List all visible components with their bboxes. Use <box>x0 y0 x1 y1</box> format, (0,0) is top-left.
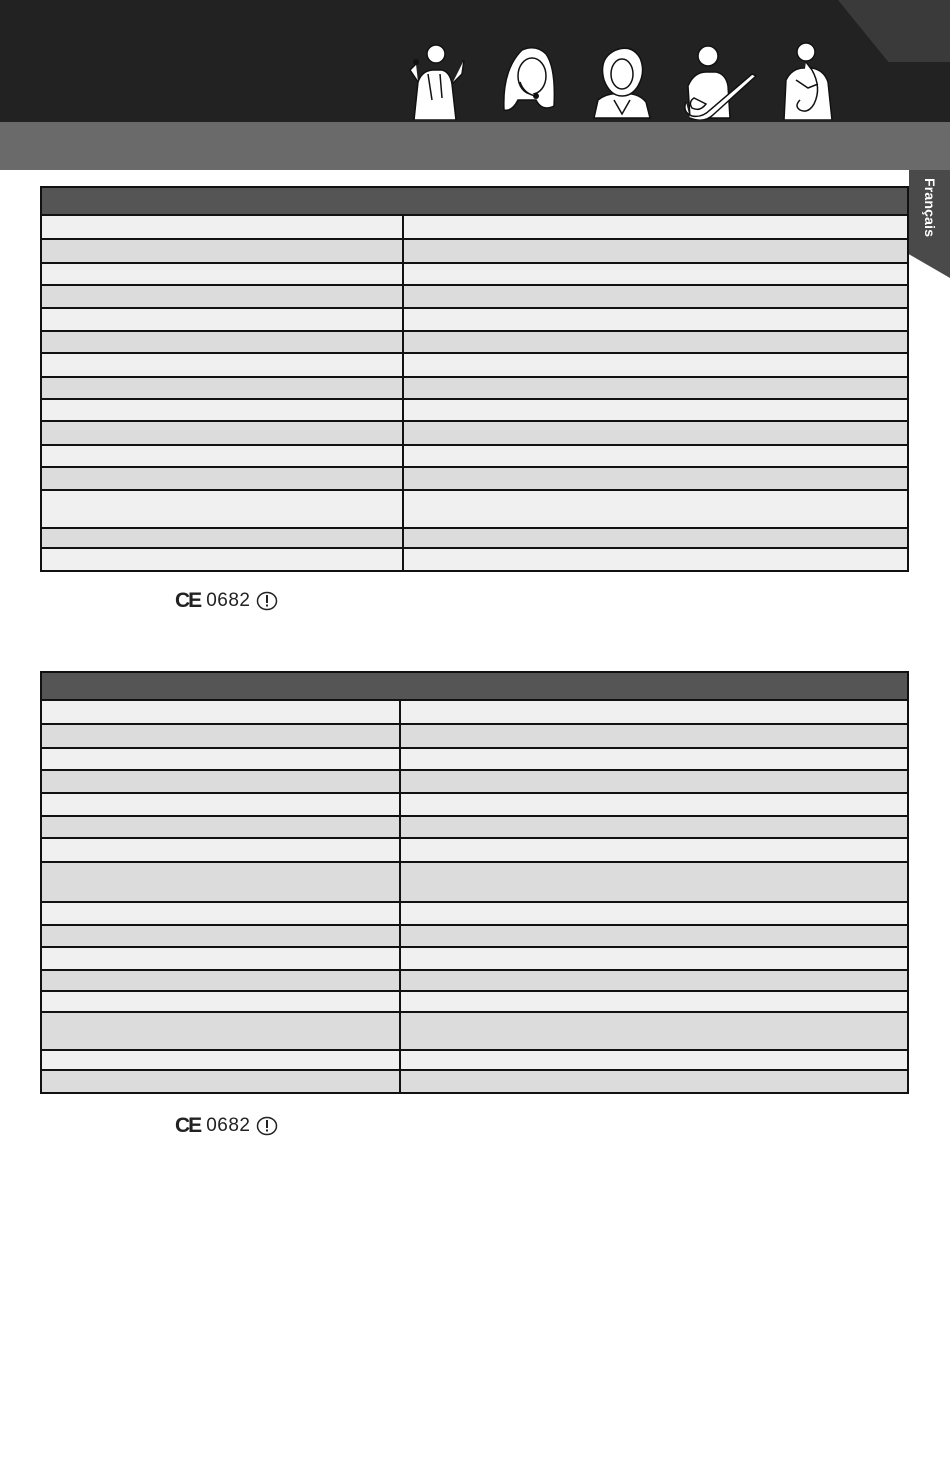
table-row <box>42 749 907 771</box>
spec-value-cell <box>404 529 907 547</box>
spec-value-cell <box>404 240 907 262</box>
spec-label-cell <box>42 839 401 861</box>
spec-value-cell <box>404 378 907 398</box>
table-row <box>42 264 907 286</box>
table-row <box>42 948 907 971</box>
language-tab-label: Français <box>922 178 938 238</box>
notified-body-number: 0682 <box>206 1115 251 1136</box>
spec-label-cell <box>42 725 401 747</box>
table-row <box>42 422 907 446</box>
table-row <box>42 286 907 309</box>
spec-label-cell <box>42 971 401 990</box>
spec-label-cell <box>42 264 404 284</box>
spec-value-cell <box>401 794 907 815</box>
spec-value-cell <box>404 354 907 376</box>
table-row <box>42 468 907 491</box>
spec-label-cell <box>42 1013 401 1049</box>
ce-mark: CE <box>175 589 201 612</box>
table-heading <box>42 673 907 701</box>
spec-value-cell <box>401 1071 907 1092</box>
spec-label-cell <box>42 332 404 352</box>
spec-label-cell <box>42 309 404 330</box>
table-row <box>42 400 907 422</box>
table-row <box>42 701 907 725</box>
spec-value-cell <box>404 332 907 352</box>
spec-label-cell <box>42 1071 401 1092</box>
spec-value-cell <box>404 264 907 284</box>
table-row <box>42 839 907 863</box>
spec-value-cell <box>404 216 907 238</box>
spec-value-cell <box>401 926 907 946</box>
spec-label-cell <box>42 794 401 815</box>
headset-performer-icon <box>496 40 560 120</box>
table-row <box>42 1013 907 1051</box>
spec-value-cell <box>401 948 907 969</box>
spec-label-cell <box>42 216 404 238</box>
table-row <box>42 332 907 354</box>
alert-circle-icon <box>256 1116 278 1136</box>
spec-label-cell <box>42 491 404 527</box>
table-row <box>42 1071 907 1092</box>
spec-value-cell <box>404 400 907 420</box>
table-row <box>42 240 907 264</box>
table-row <box>42 378 907 400</box>
table-row <box>42 354 907 378</box>
spec-value-cell <box>401 1051 907 1069</box>
spec-value-cell <box>404 286 907 307</box>
spec-value-cell <box>404 422 907 444</box>
spec-value-cell <box>401 817 907 837</box>
spec-value-cell <box>404 309 907 330</box>
spec-label-cell <box>42 529 404 547</box>
header-sub-band <box>0 122 950 170</box>
table-row <box>42 971 907 992</box>
spec-label-cell <box>42 903 401 924</box>
table-row <box>42 725 907 749</box>
table-row <box>42 1051 907 1071</box>
table-row <box>42 529 907 549</box>
specifications-table-1 <box>40 186 909 572</box>
ce-mark: CE <box>175 1114 201 1137</box>
spec-label-cell <box>42 286 404 307</box>
table-row <box>42 446 907 468</box>
table-row <box>42 794 907 817</box>
spec-label-cell <box>42 378 404 398</box>
spec-label-cell <box>42 354 404 376</box>
spec-label-cell <box>42 446 404 466</box>
table-heading <box>42 188 907 216</box>
spec-label-cell <box>42 549 404 570</box>
table-row <box>42 216 907 240</box>
table-row <box>42 926 907 948</box>
table-row <box>42 771 907 794</box>
spec-value-cell <box>401 1013 907 1049</box>
spec-label-cell <box>42 992 401 1011</box>
spec-value-cell <box>404 491 907 527</box>
spec-label-cell <box>42 400 404 420</box>
spec-value-cell <box>401 701 907 723</box>
singer-icon <box>404 40 468 120</box>
spec-label-cell <box>42 771 401 792</box>
spec-label-cell <box>42 701 401 723</box>
alert-circle-icon <box>256 591 278 611</box>
table-row <box>42 817 907 839</box>
musician-illustrations <box>398 40 838 122</box>
certification-marks <box>175 1114 278 1138</box>
spec-value-cell <box>401 971 907 990</box>
spec-label-cell <box>42 1051 401 1069</box>
spec-label-cell <box>42 749 401 769</box>
spec-label-cell <box>42 817 401 837</box>
spec-value-cell <box>401 992 907 1011</box>
spec-label-cell <box>42 468 404 489</box>
spec-value-cell <box>401 771 907 792</box>
saxophonist-icon <box>778 40 838 120</box>
spec-value-cell <box>401 863 907 901</box>
table-row <box>42 309 907 332</box>
spec-label-cell <box>42 240 404 262</box>
vocalist-icon <box>588 40 656 120</box>
spec-value-cell <box>401 749 907 769</box>
certification-marks <box>175 589 278 613</box>
table-row <box>42 863 907 903</box>
spec-label-cell <box>42 926 401 946</box>
spec-value-cell <box>404 468 907 489</box>
spec-value-cell <box>401 725 907 747</box>
specifications-table-2 <box>40 671 909 1094</box>
spec-value-cell <box>401 903 907 924</box>
table-row <box>42 992 907 1013</box>
spec-value-cell <box>401 839 907 861</box>
table-row <box>42 491 907 529</box>
spec-value-cell <box>404 549 907 570</box>
spec-label-cell <box>42 948 401 969</box>
spec-value-cell <box>404 446 907 466</box>
notified-body-number: 0682 <box>206 590 251 611</box>
spec-label-cell <box>42 863 401 901</box>
table-row <box>42 903 907 926</box>
guitarist-icon <box>680 40 760 120</box>
table-row <box>42 549 907 570</box>
spec-label-cell <box>42 422 404 444</box>
